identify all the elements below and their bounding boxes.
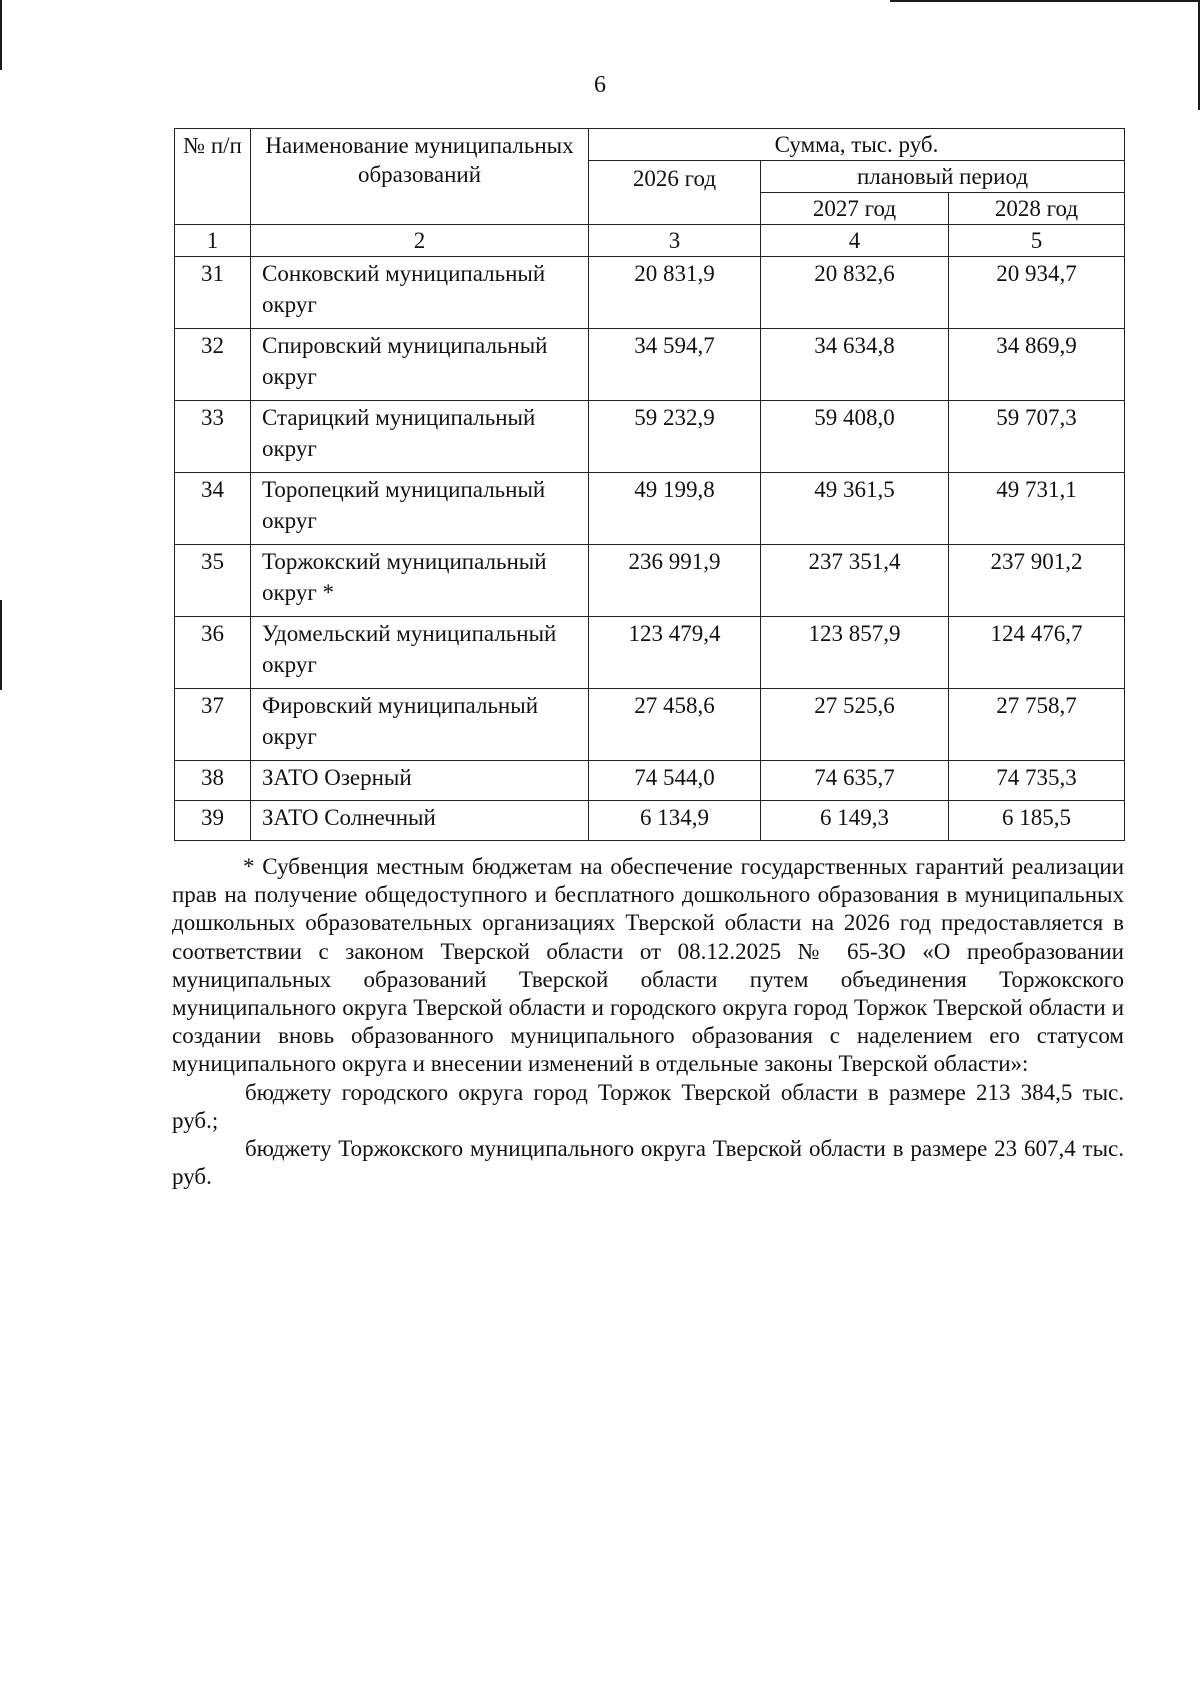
page-number: 6 (594, 72, 606, 98)
row-number: 33 (175, 401, 251, 473)
value-2026: 34 594,7 (589, 329, 761, 401)
value-2028: 237 901,2 (949, 545, 1125, 617)
header-year-2027: 2027 год (761, 193, 949, 225)
footnote (172, 853, 1124, 1191)
footnote-item: бюджету городского округа город Торжок Тверской области в размере 213 384,5 тыс. руб.; (172, 1079, 1124, 1133)
table-header (175, 129, 1125, 225)
value-2027: 237 351,4 (761, 545, 949, 617)
header-number: № п/п (175, 129, 251, 225)
row-number: 37 (175, 689, 251, 761)
row-number: 39 (175, 801, 251, 841)
value-2028: 59 707,3 (949, 401, 1125, 473)
table-row (175, 329, 1125, 401)
value-2027: 123 857,9 (761, 617, 949, 689)
row-number: 34 (175, 473, 251, 545)
value-2027: 34 634,8 (761, 329, 949, 401)
scan-edge-left-mid (0, 600, 2, 690)
municipality-name: Фировский муниципальный округ (251, 689, 589, 761)
row-number: 31 (175, 257, 251, 329)
value-2027: 74 635,7 (761, 761, 949, 801)
column-numbers-row (175, 225, 1125, 257)
header-year-2028: 2028 год (949, 193, 1125, 225)
scan-edge-top (890, 0, 1200, 2)
row-number: 35 (175, 545, 251, 617)
column-number: 4 (761, 225, 949, 257)
value-2028: 124 476,7 (949, 617, 1125, 689)
table-row (175, 761, 1125, 801)
header-planned-period: плановый период (761, 161, 1125, 193)
value-2026: 6 134,9 (589, 801, 761, 841)
scan-edge-left (0, 0, 2, 70)
footnote-item: бюджету Торжокского муниципального округа Тверской области в размере 23 607,4 тыс. руб. (172, 1136, 1124, 1190)
value-2026: 27 458,6 (589, 689, 761, 761)
value-2028: 49 731,1 (949, 473, 1125, 545)
row-number: 38 (175, 761, 251, 801)
municipality-name: Спировский муниципальный округ (251, 329, 589, 401)
value-2027: 49 361,5 (761, 473, 949, 545)
value-2026: 59 232,9 (589, 401, 761, 473)
column-number: 3 (589, 225, 761, 257)
value-2026: 49 199,8 (589, 473, 761, 545)
municipality-name: ЗАТО Солнечный (251, 801, 589, 841)
row-number: 32 (175, 329, 251, 401)
value-2027: 59 408,0 (761, 401, 949, 473)
municipality-name: Сонковский муниципальный округ (251, 257, 589, 329)
header-sum: Сумма, тыс. руб. (589, 129, 1125, 161)
value-2026: 123 479,4 (589, 617, 761, 689)
table-row (175, 257, 1125, 329)
value-2028: 20 934,7 (949, 257, 1125, 329)
value-2027: 6 149,3 (761, 801, 949, 841)
municipality-name: Удомельский муниципальный округ (251, 617, 589, 689)
value-2026: 74 544,0 (589, 761, 761, 801)
footnote-main: * Субвенция местным бюджетам на обеспечение государственных гарантий реализации прав на получение общедоступного и бесплатного дошкольного образования в муниципальных дошкольных образовательных организациях Тверской области на 2026 год предоставляется в соответствии с законом Тверской области от 08.12.2025 № 65-ЗО «О преобразовании муниципальных образований Тверской области путем объединения Торжокского муниципального округа Тверской области и городского округа город Торжок Тверской области и создании вновь образованного муниципального образования с наделением его статусом муниципального округа и внесении изменений в отдельные законы Тверской области»: (172, 854, 1124, 1077)
value-2028: 27 758,7 (949, 689, 1125, 761)
table-row (175, 617, 1125, 689)
column-number: 1 (175, 225, 251, 257)
budget-table (174, 128, 1125, 841)
value-2027: 20 832,6 (761, 257, 949, 329)
municipality-name: Старицкий муниципальный округ (251, 401, 589, 473)
value-2028: 6 185,5 (949, 801, 1125, 841)
table-row (175, 689, 1125, 761)
table-row (175, 801, 1125, 841)
value-2028: 74 735,3 (949, 761, 1125, 801)
municipality-name: Торжокский муниципальный округ * (251, 545, 589, 617)
row-number: 36 (175, 617, 251, 689)
value-2027: 27 525,6 (761, 689, 949, 761)
table-row (175, 473, 1125, 545)
municipality-name: Торопецкий муниципальный округ (251, 473, 589, 545)
value-2028: 34 869,9 (949, 329, 1125, 401)
column-number: 2 (251, 225, 589, 257)
value-2026: 236 991,9 (589, 545, 761, 617)
table-row (175, 401, 1125, 473)
header-name: Наименование муниципальных образований (251, 129, 589, 225)
column-number: 5 (949, 225, 1125, 257)
value-2026: 20 831,9 (589, 257, 761, 329)
municipality-name: ЗАТО Озерный (251, 761, 589, 801)
table-row (175, 545, 1125, 617)
header-year-2026: 2026 год (589, 161, 761, 225)
